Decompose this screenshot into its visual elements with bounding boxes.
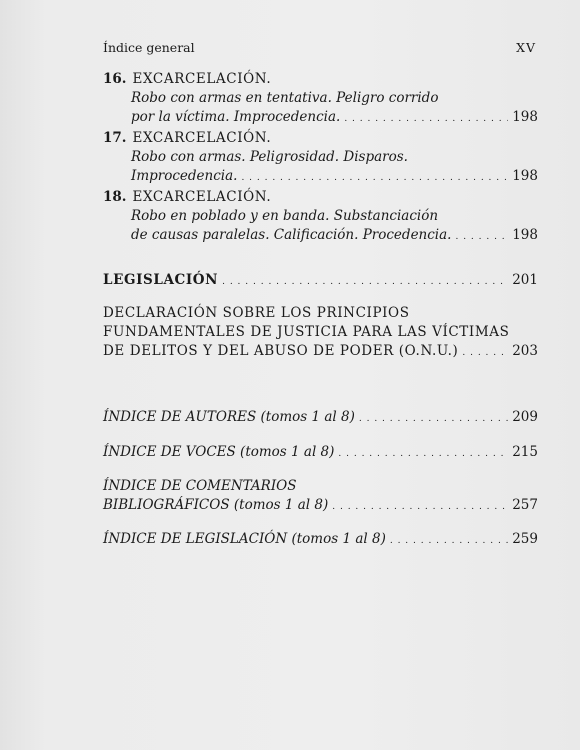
declaracion-line: DE DELITOS Y DEL ABUSO DE PODER (O.N.U.): [103, 343, 459, 359]
dot-leader: [390, 530, 508, 551]
dot-leader: [359, 408, 508, 429]
entry-leader-line: [103, 167, 538, 186]
entry-description-line: Robo con armas. Peligrosidad. Disparos.: [131, 149, 408, 165]
index-page: 215: [512, 444, 538, 460]
toc-entry-18: [103, 188, 538, 245]
index-page: 209: [512, 409, 538, 425]
dot-leader: [462, 342, 508, 363]
entry-description-line: por la víctima. Improcedencia.: [131, 109, 341, 125]
entry-description-line: Improcedencia.: [131, 168, 238, 184]
index-page: 259: [512, 531, 538, 547]
entry-description-line: Robo en poblado y en banda. Substanciación: [131, 208, 439, 224]
entry-number: 16.: [103, 71, 127, 87]
toc-indice-autores: [103, 408, 538, 427]
dot-leader: [455, 226, 508, 247]
page-header: [103, 40, 536, 60]
index-title: BIBLIOGRÁFICOS (tomos 1 al 8): [103, 497, 329, 513]
entry-page: 198: [512, 227, 538, 243]
index-title: ÍNDICE DE AUTORES (tomos 1 al 8): [103, 409, 355, 425]
toc-indice-comentarios: [103, 477, 538, 515]
entry-title: EXCARCELACIÓN.: [132, 189, 272, 205]
entry-title: EXCARCELACIÓN.: [132, 71, 272, 87]
entry-description-line: Robo con armas en tentativa. Peligro corrido: [131, 90, 439, 106]
index-title: ÍNDICE DE LEGISLACIÓN (tomos 1 al 8): [103, 531, 386, 547]
section-title: LEGISLACIÓN: [103, 272, 219, 288]
declaracion-page: 203: [512, 343, 538, 359]
index-title: ÍNDICE DE VOCES (tomos 1 al 8): [103, 444, 335, 460]
entry-description-line: de causas paralelas. Calificación. Procedencia.: [131, 227, 452, 243]
index-title: ÍNDICE DE COMENTARIOS: [103, 478, 297, 494]
dot-leader: [344, 108, 508, 129]
entry-page: 198: [512, 109, 538, 125]
index-page: 257: [512, 497, 538, 513]
declaracion-leader-line: [103, 342, 538, 361]
entry-leader-line: [103, 226, 538, 245]
dot-leader: [241, 167, 508, 188]
running-head: Índice general: [103, 40, 195, 55]
dot-leader: [332, 496, 508, 517]
dot-leader: [338, 443, 508, 464]
entry-number: 18.: [103, 189, 127, 205]
entry-title: EXCARCELACIÓN.: [132, 130, 272, 146]
page-number-roman: XV: [516, 40, 536, 55]
toc-indice-legislacion: [103, 530, 538, 549]
declaracion-line: DECLARACIÓN SOBRE LOS PRINCIPIOS: [103, 305, 410, 321]
toc-entry-16: [103, 70, 538, 127]
toc-entry-17: [103, 129, 538, 186]
toc-indice-voces: [103, 443, 538, 462]
entry-number: 17.: [103, 130, 127, 146]
toc-declaracion: [103, 304, 538, 361]
toc-legislacion: [103, 271, 538, 290]
entry-leader-line: [103, 108, 538, 127]
dot-leader: [222, 271, 508, 292]
declaracion-line: FUNDAMENTALES DE JUSTICIA PARA LAS VÍCTIMAS: [103, 324, 510, 340]
entry-page: 198: [512, 168, 538, 184]
section-page: 201: [512, 272, 538, 288]
